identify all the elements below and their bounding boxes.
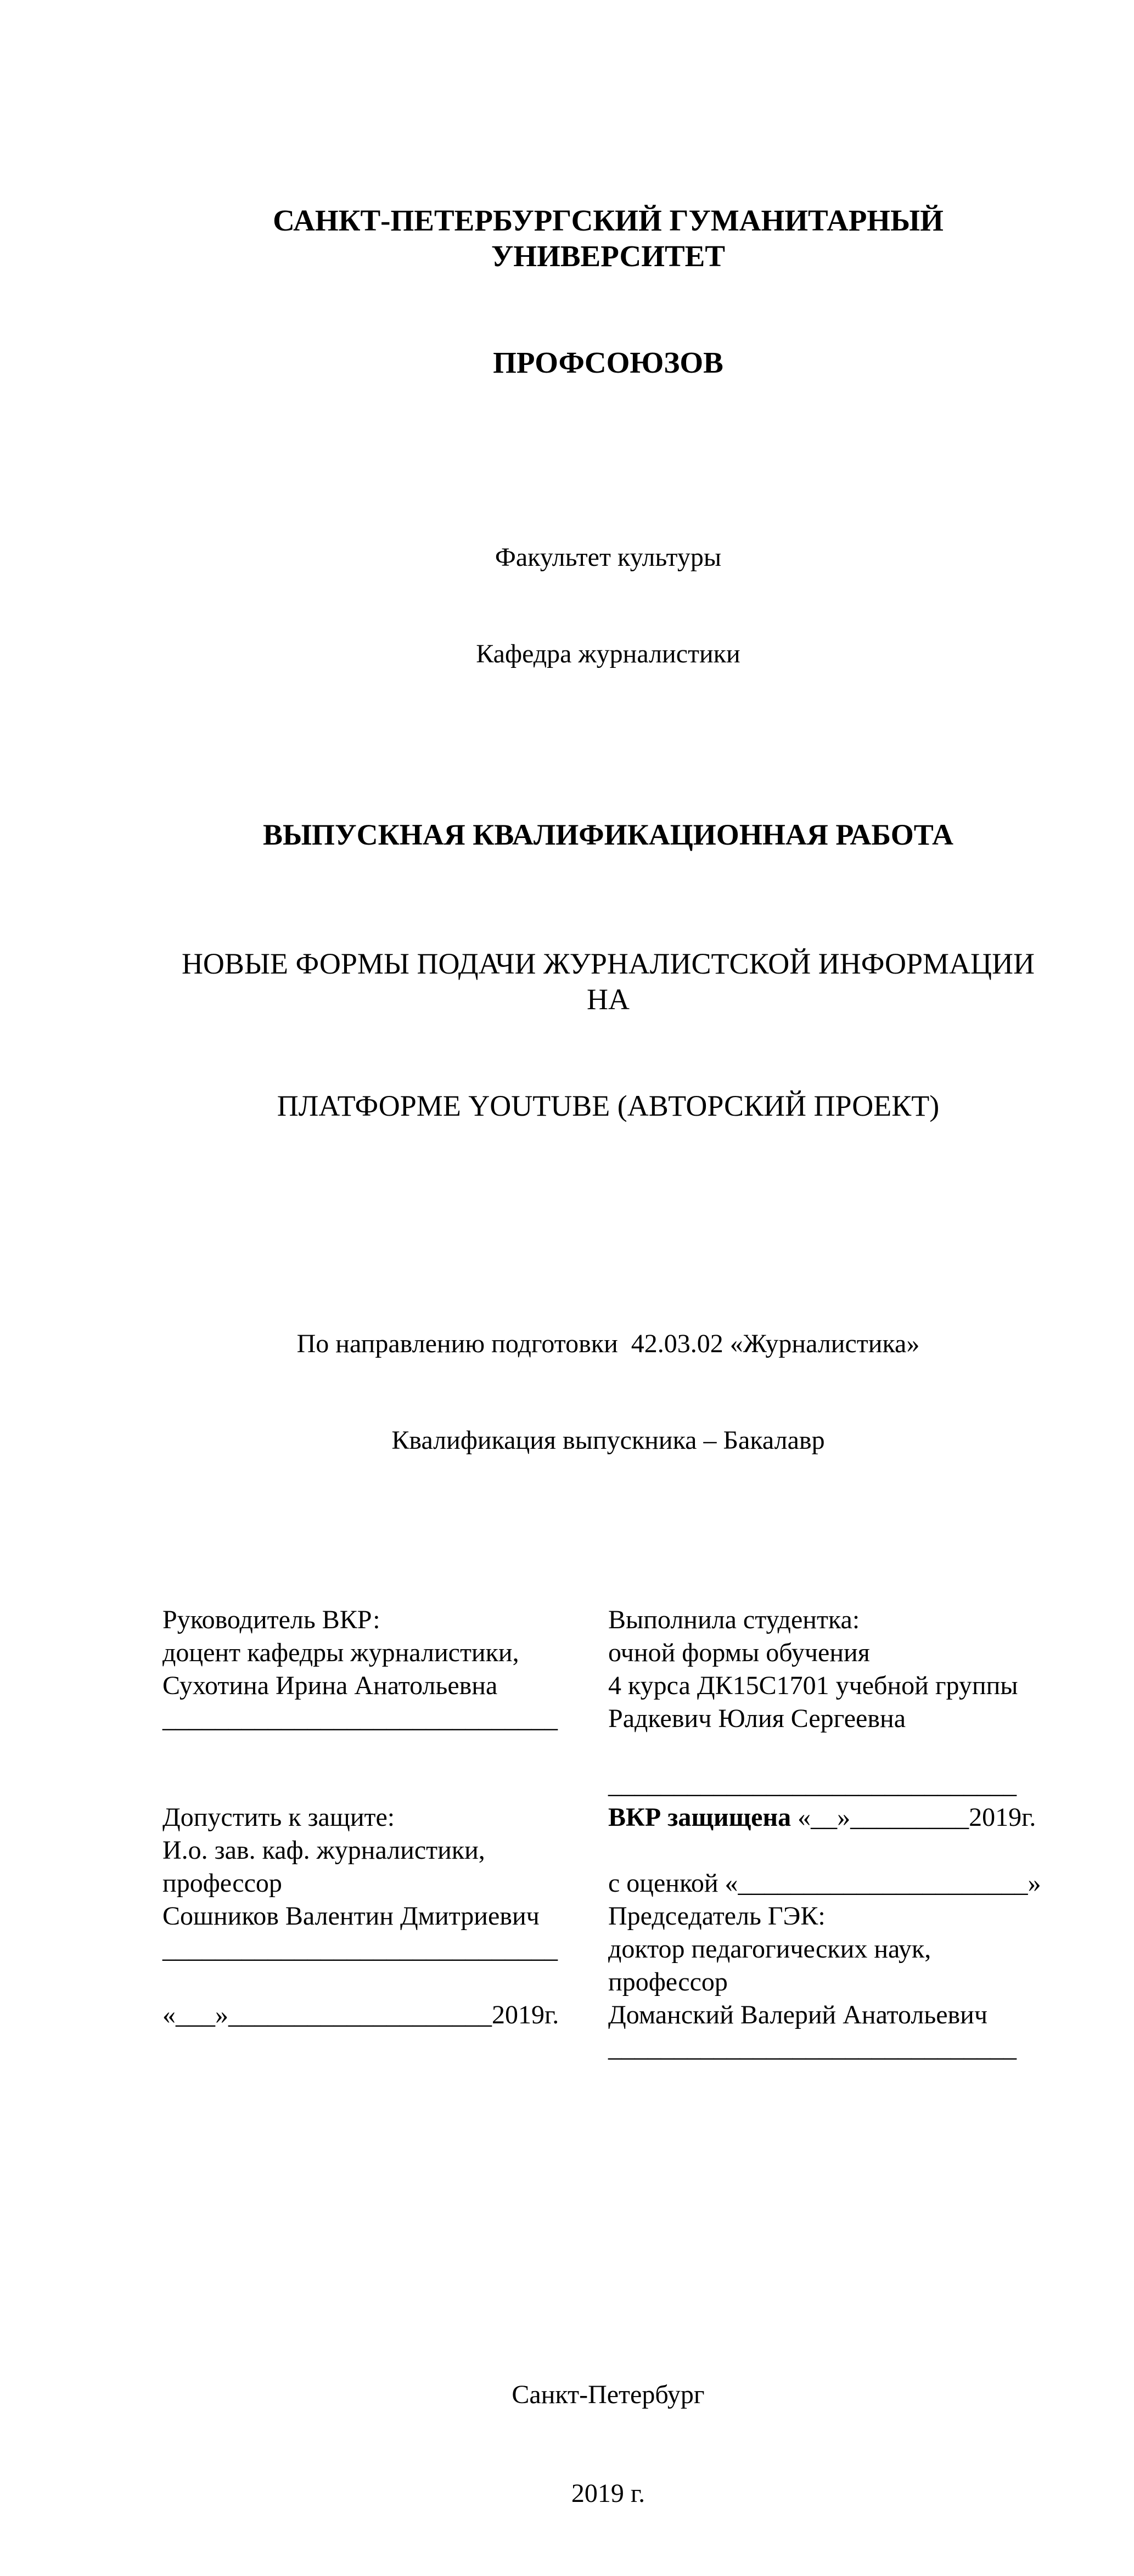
university-name bbox=[162, 132, 1054, 452]
faculty-department-block bbox=[162, 477, 1054, 734]
signature-block bbox=[162, 1604, 1054, 2065]
head-signature-line: ______________________________ bbox=[162, 1934, 558, 1964]
spacer-cell-right bbox=[608, 1834, 1054, 1867]
professor-label: профессор bbox=[162, 1868, 282, 1898]
admit-to-defense-label: Допустить к защите: bbox=[162, 1802, 395, 1832]
vkr-defended-date: «__»_________2019г. bbox=[791, 1802, 1036, 1832]
spacer-row-right bbox=[608, 1735, 1054, 1768]
chair-name: Доманский Валерий Анатольевич bbox=[608, 2000, 988, 2029]
vkr-defended-line bbox=[608, 1801, 1054, 1834]
spacer-cell-left-3 bbox=[162, 2032, 608, 2065]
thesis-title-line2: ПЛАТФОРМЕ YOUTUBE (АВТОРСКИЙ ПРОЕКТ) bbox=[277, 1089, 940, 1122]
spacer-cell-left bbox=[162, 1768, 608, 1801]
supervisor-label: Руководитель ВКР: bbox=[162, 1605, 380, 1634]
supervisor-name: Сухотина Ирина Анатольевна bbox=[162, 1671, 498, 1700]
direction-line: По направлению подготовки 42.03.02 «Журналистика» bbox=[296, 1329, 920, 1359]
footer-year: 2019 г. bbox=[571, 2478, 645, 2508]
thesis-title bbox=[162, 875, 1054, 1195]
supervisor-signature-line: ______________________________ bbox=[162, 1703, 558, 1733]
spacer-row-left bbox=[162, 1735, 608, 1768]
supervisor-position: доцент кафедры журналистики, bbox=[162, 1638, 519, 1667]
head-name: Сошников Валентин Дмитриевич bbox=[162, 1901, 540, 1931]
gec-chair-label: Председатель ГЭК: bbox=[608, 1901, 826, 1931]
university-name-line2: ПРОФСОЮЗОВ bbox=[493, 346, 723, 380]
spacer-cell-left-2 bbox=[162, 1966, 608, 1999]
student-group: 4 курса ДК15С1701 учебной группы bbox=[608, 1671, 1018, 1700]
direction-block bbox=[162, 1264, 1054, 1521]
thesis-title-line1: НОВЫЕ ФОРМЫ ПОДАЧИ ЖУРНАЛИСТСКОЙ ИНФОРМАЦИИ НА bbox=[181, 947, 1042, 1016]
defense-date-line: «___»____________________2019г. bbox=[162, 2000, 559, 2029]
footer-city: Санкт-Петербург bbox=[512, 2380, 705, 2409]
chair-professor-label: профессор bbox=[608, 1967, 728, 1996]
student-name: Радкевич Юлия Сергеевна bbox=[608, 1703, 906, 1733]
student-study-form: очной формы обучения bbox=[608, 1638, 870, 1667]
acting-head-position: И.о. зав. каф. журналистики, bbox=[162, 1835, 485, 1865]
faculty-line: Факультет культуры bbox=[495, 543, 722, 572]
footer-block bbox=[162, 2313, 1054, 2576]
chair-degree: доктор педагогических наук, bbox=[608, 1934, 931, 1964]
qualification-line: Квалификация выпускника – Бакалавр bbox=[391, 1426, 825, 1455]
work-type-heading: ВЫПУСКНАЯ КВАЛИФИКАЦИОННАЯ РАБОТА bbox=[262, 818, 954, 852]
grade-line: с оценкой «______________________» bbox=[608, 1868, 1041, 1898]
university-name-line1: САНКТ-ПЕТЕРБУРГСКИЙ ГУМАНИТАРНЫЙ УНИВЕРСИТЕТ bbox=[273, 203, 951, 273]
chair-signature-line: _______________________________ bbox=[608, 2033, 1017, 2062]
student-signature-line: _______________________________ bbox=[608, 1769, 1017, 1799]
department-line: Кафедра журналистики bbox=[476, 639, 740, 668]
student-performed-label: Выполнила студентка: bbox=[608, 1605, 860, 1634]
vkr-defended-bold: ВКР защищена bbox=[608, 1802, 791, 1832]
